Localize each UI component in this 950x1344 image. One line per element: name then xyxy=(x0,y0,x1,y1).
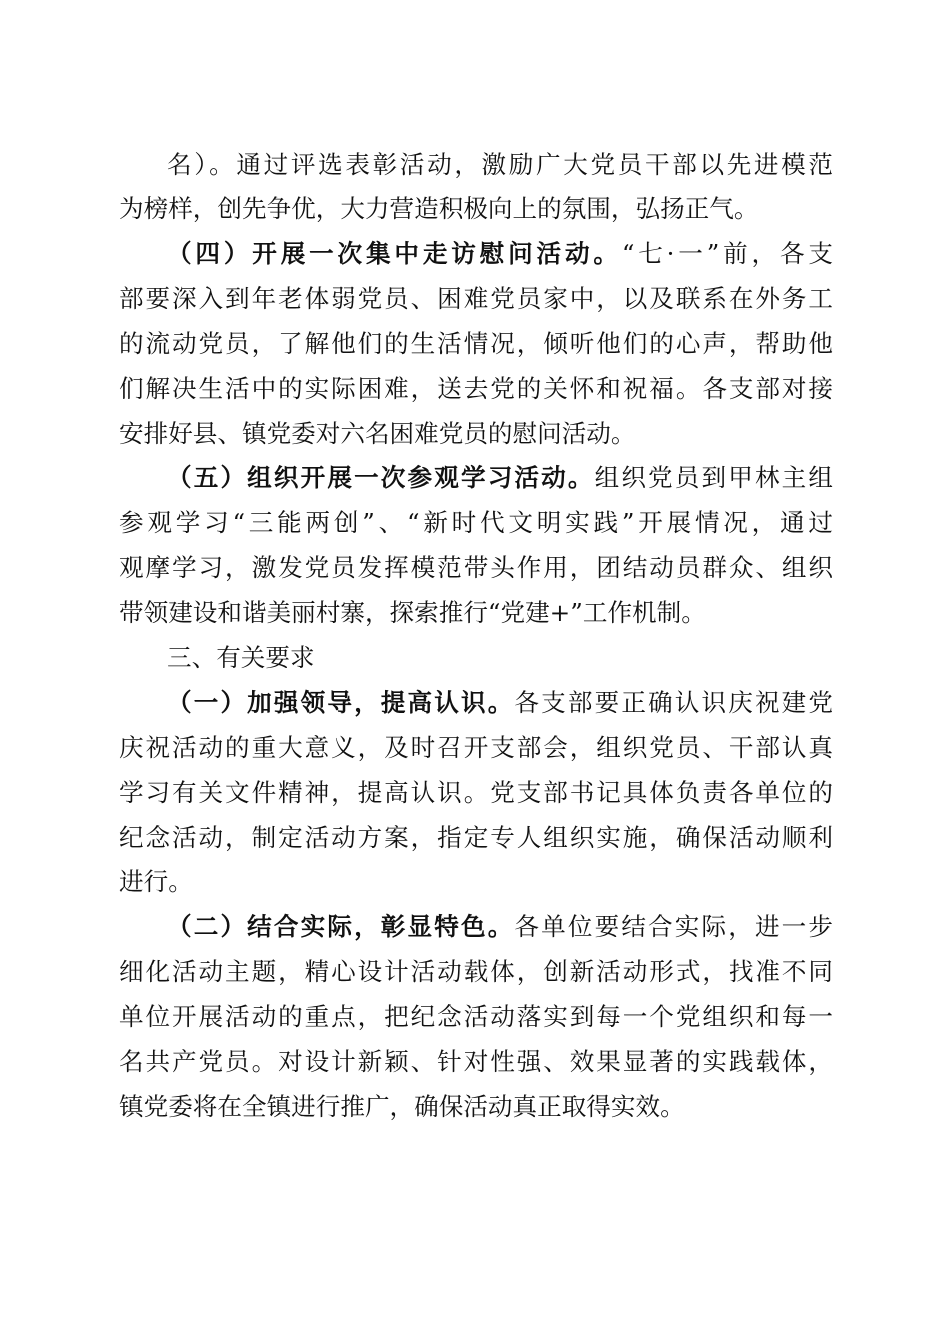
text-line: 细化活动主题，精心设计活动载体，创新活动形式，找准不同 xyxy=(119,957,833,986)
paragraph-heading: （四）开展一次集中走访慰问活动。 xyxy=(167,239,622,268)
paragraph-first-line xyxy=(167,685,833,721)
paragraph-heading: （五）组织开展一次参观学习活动。 xyxy=(167,463,595,492)
text-line: 的流动党员，了解他们的生活情况，倾听他们的心声，帮助他 xyxy=(119,329,833,358)
section-title: 三、有关要求 xyxy=(167,643,315,672)
text-line: 镇党委将在全镇进行推广，确保活动真正取得实效。 xyxy=(119,1092,685,1121)
text-line: 安排好县、镇党委对六名困难党员的慰问活动。 xyxy=(119,419,636,448)
text-line: 观摩学习，激发党员发挥模范带头作用，团结动员群众、组织 xyxy=(119,553,833,582)
text-span: 各支部要正确认识庆祝建党 xyxy=(514,688,833,717)
text-line: 部要深入到年老体弱党员、困难党员家中，以及联系在外务工 xyxy=(119,284,833,313)
paragraph-first-line xyxy=(167,909,833,945)
text-line: 名）。通过评选表彰活动，激励广大党员干部以先进模范 xyxy=(167,150,833,179)
text-span: 各单位要结合实际，进一步 xyxy=(514,912,833,941)
text-line: 学习有关文件精神，提高认识。党支部书记具体负责各单位的 xyxy=(119,778,833,807)
text-line: 带领建设和谐美丽村寨，探索推行“党建+”工作机制。 xyxy=(119,598,706,627)
text-line: 庆祝活动的重大意义，及时召开支部会，组织党员、干部认真 xyxy=(119,733,833,762)
text-line: 名共产党员。对设计新颖、针对性强、效果显著的实践载体， xyxy=(119,1047,833,1076)
text-span: “七·一”前，各支 xyxy=(621,239,833,268)
paragraph-heading: （二）结合实际，彰显特色。 xyxy=(167,912,515,941)
paragraph-heading: （一）加强领导，提高认识。 xyxy=(167,688,515,717)
text-span: 组织党员到甲林主组 xyxy=(594,463,833,492)
paragraph-first-line xyxy=(167,460,833,496)
text-line: 参观学习“三能两创”、“新时代文明实践”开展情况，通过 xyxy=(119,508,833,537)
text-line: 单位开展活动的重点，把纪念活动落实到每一个党组织和每一 xyxy=(119,1002,833,1031)
text-line: 进行。 xyxy=(119,867,193,896)
text-line: 为榜样，创先争优，大力营造积极向上的氛围，弘扬正气。 xyxy=(119,194,759,223)
text-line: 们解决生活中的实际困难，送去党的关怀和祝福。各支部对接 xyxy=(119,374,833,403)
paragraph-first-line xyxy=(167,236,833,272)
text-line: 纪念活动，制定活动方案，指定专人组织实施，确保活动顺利 xyxy=(119,823,833,852)
